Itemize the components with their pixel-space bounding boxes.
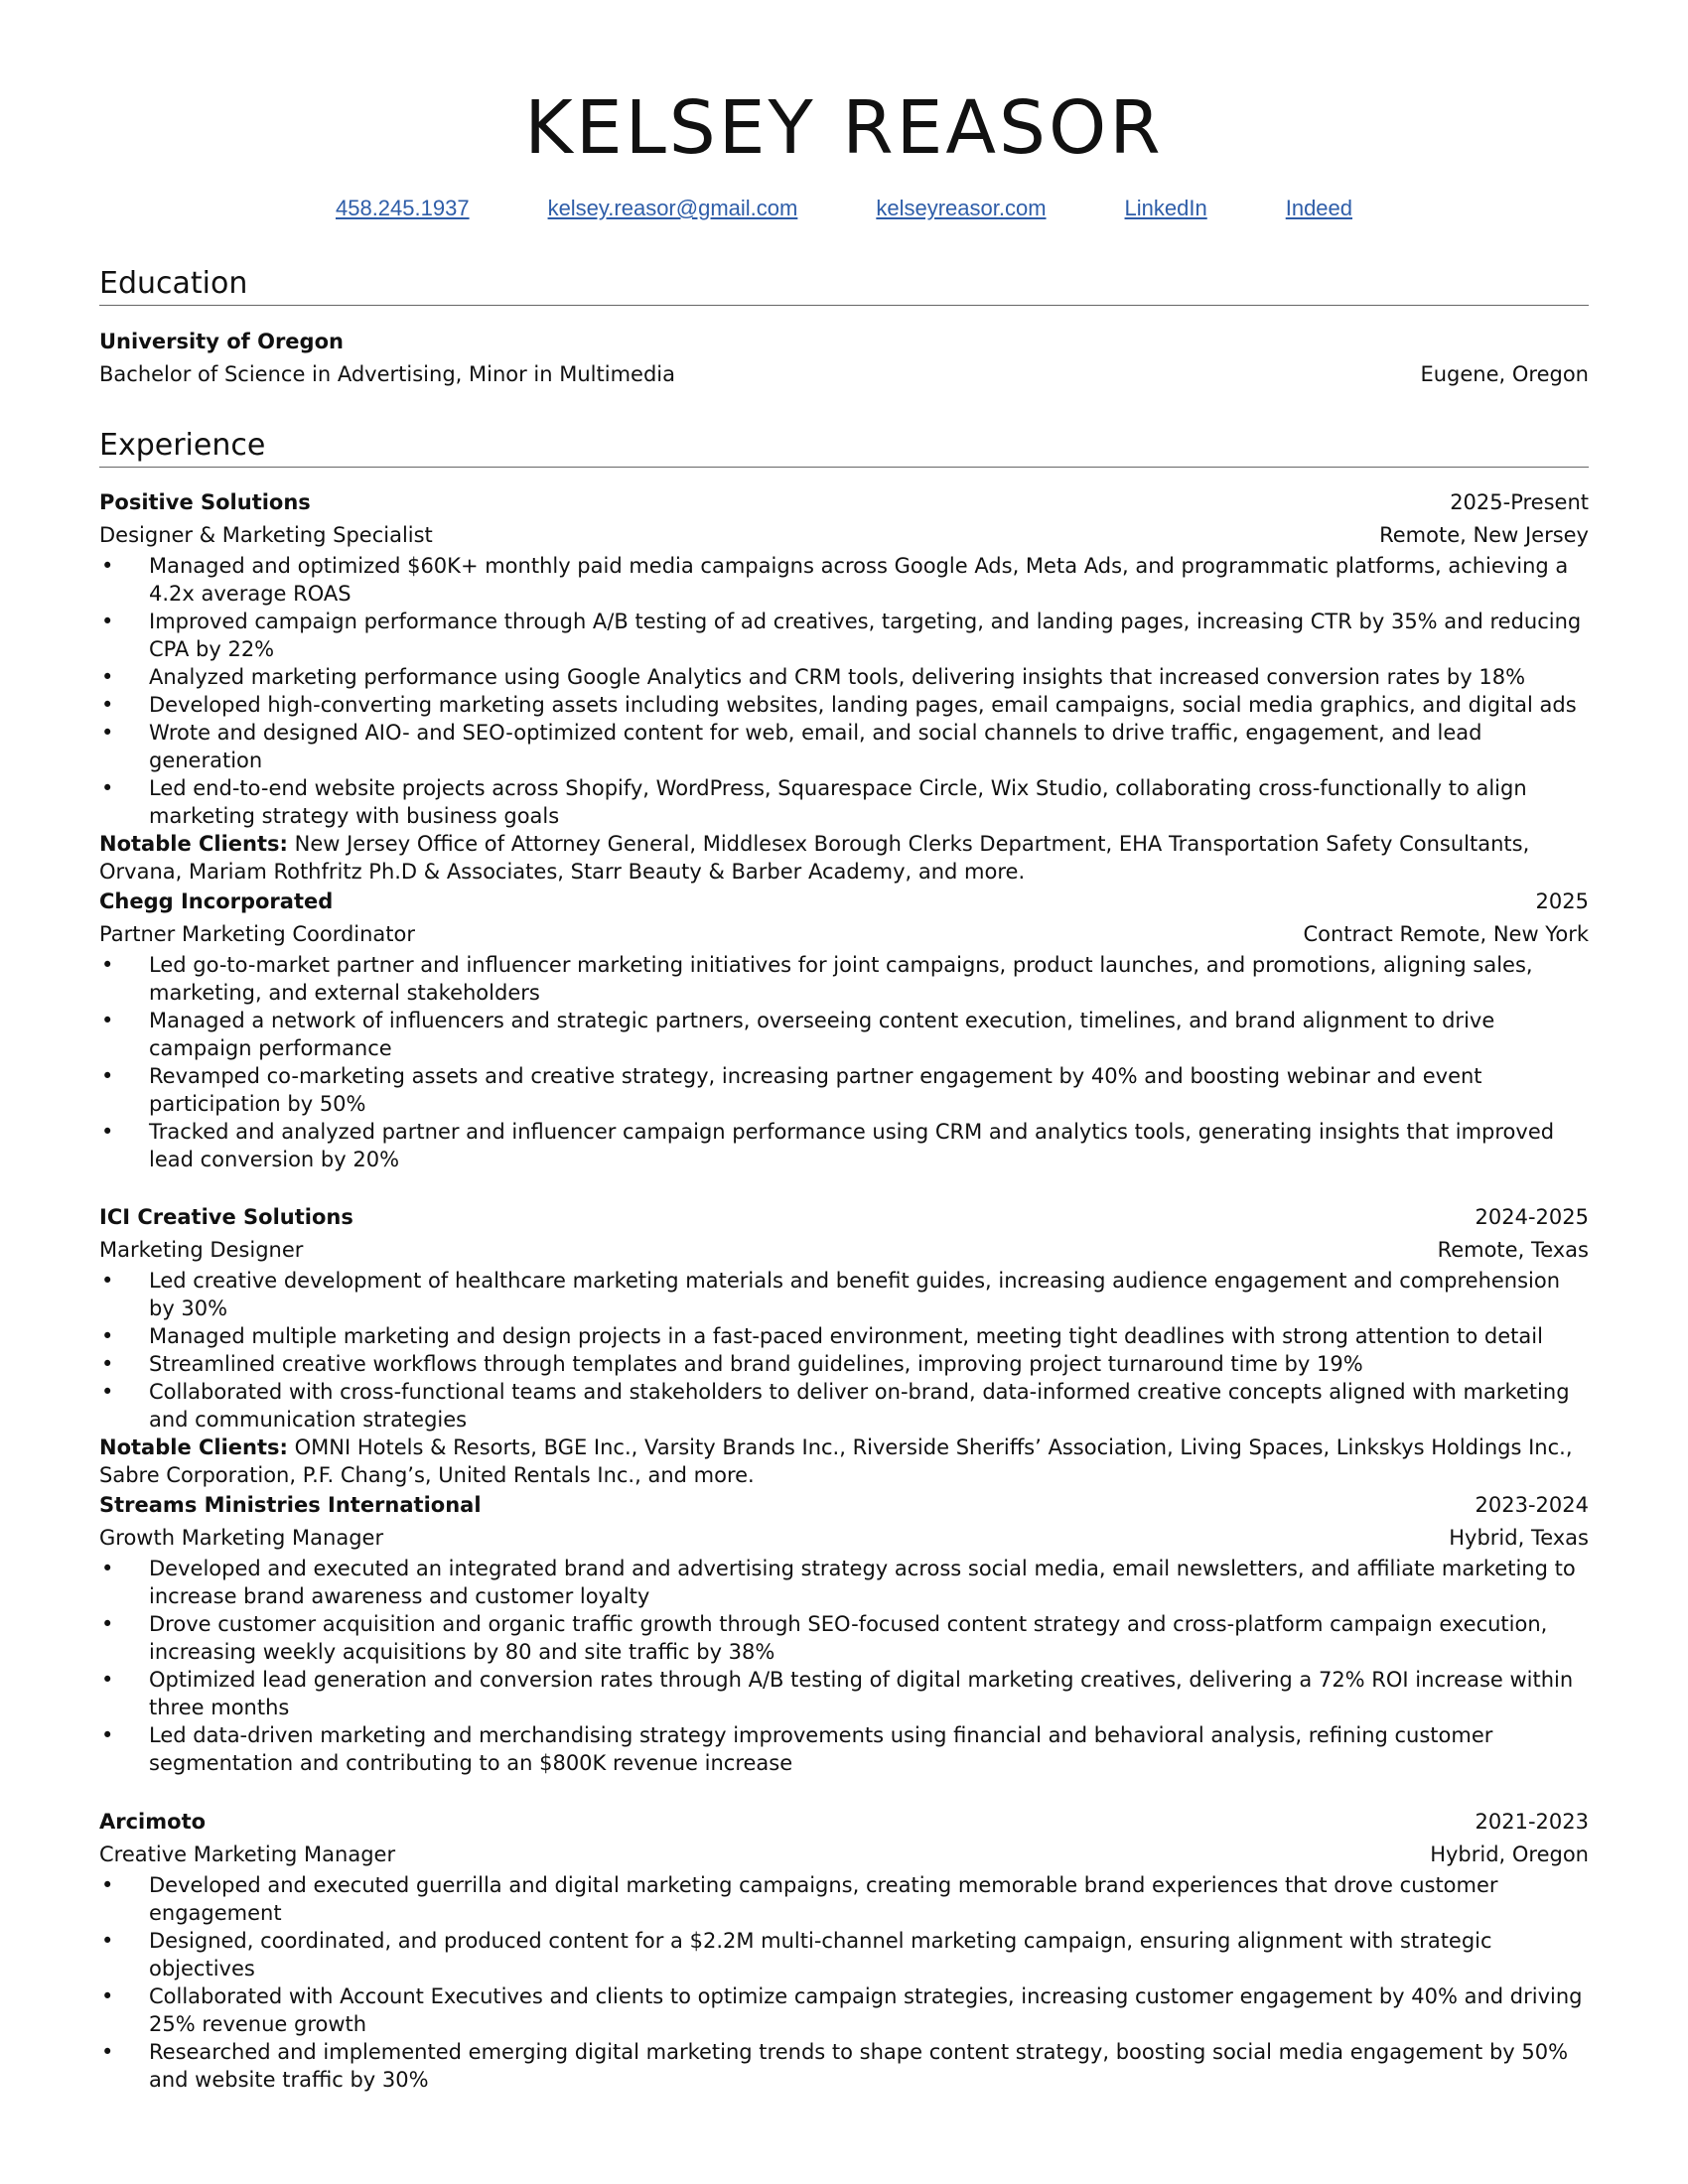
bullet-item: • Managed a network of influencers and strategic partners, overseeing content execution, timelines, and brand alignment to drive campaign performance [99,1007,1589,1062]
job-location: Contract Remote, New York [1303,922,1589,946]
job-location: Remote, Texas [1437,1238,1589,1262]
company-name: Chegg Incorporated [99,889,334,913]
contact-phone-link[interactable]: 458.245.1937 [335,196,470,220]
job-title-row [99,519,1589,552]
school-name: University of Oregon [99,330,344,353]
job-dates: 2025-Present [1450,490,1589,514]
bullet-item: • Drove customer acquisition and organic traffic growth through SEO-focused content strategy and cross-platform campaign execution, increasing weekly acquisitions by 80 and site traffic by 38% [99,1610,1589,1666]
notable-clients-list: OMNI Hotels & Resorts, BGE Inc., Varsity Brands Inc., Riverside Sheriffs’ Association, Living Spaces, Linkskys Holdings Inc., Sabre Corporation, P.F. Chang’s, United Rentals Inc., and more. [99,1435,1573,1487]
job-bullets [99,951,1589,1173]
job-bullets [99,1267,1589,1433]
bullet-item: • Developed and executed an integrated brand and advertising strategy across social media, email newsletters, and affiliate marketing to increase brand awareness and customer loyalty [99,1555,1589,1610]
job-title: Partner Marketing Coordinator [99,922,416,946]
experience-heading: Experience [99,428,1589,468]
job-title: Marketing Designer [99,1238,304,1262]
bullet-item: • Analyzed marketing performance using Google Analytics and CRM tools, delivering insights that increased conversion rates by 18% [99,663,1589,691]
job-dates: 2021-2023 [1475,1810,1589,1834]
job-title-row [99,1234,1589,1267]
job-title: Growth Marketing Manager [99,1526,384,1550]
education-row-2 [99,358,1589,391]
bullet-item: • Managed and optimized $60K+ monthly paid media campaigns across Google Ads, Meta Ads, and programmatic platforms, achieving a 4.2x average ROAS [99,552,1589,608]
contact-bar [99,196,1589,221]
notable-clients [99,830,1589,886]
bullet-item: • Led data-driven marketing and merchandising strategy improvements using financial and behavioral analysis, refining customer segmentation and contributing to an $800K revenue increase [99,1721,1589,1777]
bullet-item: • Led creative development of healthcare marketing materials and benefit guides, increasing audience engagement and comprehension by 30% [99,1267,1589,1322]
education-entry [99,326,1589,391]
job-bullets [99,1555,1589,1777]
company-name: Positive Solutions [99,490,311,514]
job-entry [99,486,1589,886]
job-entry [99,1489,1589,1777]
candidate-name: KELSEY REASOR [524,85,1164,171]
bullet-item: • Collaborated with cross-functional teams and stakeholders to deliver on-brand, data-informed creative concepts aligned with marketing and communication strategies [99,1378,1589,1433]
contact-linkedin-link[interactable]: LinkedIn [1124,196,1207,220]
notable-clients-label: Notable Clients: [99,1435,288,1459]
degree: Bachelor of Science in Advertising, Minor in Multimedia [99,362,675,386]
company-name: Arcimoto [99,1810,207,1834]
job-dates: 2025 [1535,889,1589,913]
bullet-item: • Developed high-converting marketing assets including websites, landing pages, email campaigns, social media graphics, and digital ads [99,691,1589,719]
job-header-row [99,1201,1589,1234]
notable-clients-label: Notable Clients: [99,832,288,856]
job-location: Remote, New Jersey [1379,523,1589,547]
bullet-item: • Tracked and analyzed partner and influencer campaign performance using CRM and analytics tools, generating insights that improved lead conversion by 20% [99,1118,1589,1173]
contact-website-link[interactable]: kelseyreasor.com [876,196,1047,220]
job-dates: 2024-2025 [1475,1205,1589,1229]
bullet-item: • Revamped co-marketing assets and creative strategy, increasing partner engagement by 40% and boosting webinar and event participation by 50% [99,1062,1589,1118]
job-entry [99,886,1589,1173]
job-bullets [99,552,1589,830]
job-header-row [99,1806,1589,1839]
job-title-row [99,918,1589,951]
bullet-item: • Improved campaign performance through A/B testing of ad creatives, targeting, and landing pages, increasing CTR by 35% and reducing CPA by 22% [99,608,1589,663]
notable-clients-list: New Jersey Office of Attorney General, Middlesex Borough Clerks Department, EHA Transportation Safety Consultants, Orvana, Mariam Rothfritz Ph.D & Associates, Starr Beauty & Barber Academy, and more. [99,832,1530,884]
bullet-item: • Streamlined creative workflows through templates and brand guidelines, improving project turnaround time by 19% [99,1350,1589,1378]
bullet-item: • Designed, coordinated, and produced content for a $2.2M multi-channel marketing campaign, ensuring alignment with strategic objectives [99,1927,1589,1982]
bullet-item: • Wrote and designed AIO- and SEO-optimized content for web, email, and social channels to drive traffic, engagement, and lead generation [99,719,1589,774]
job-entry [99,1806,1589,2094]
company-name: Streams Ministries International [99,1493,482,1517]
job-dates: 2023-2024 [1475,1493,1589,1517]
bullet-item: • Optimized lead generation and conversion rates through A/B testing of digital marketing creatives, delivering a 72% ROI increase within three months [99,1666,1589,1721]
notable-clients [99,1433,1589,1489]
education-location: Eugene, Oregon [1420,362,1589,386]
job-title-row [99,1839,1589,1871]
job-location: Hybrid, Oregon [1430,1843,1589,1866]
bullet-item: • Led end-to-end website projects across Shopify, WordPress, Squarespace Circle, Wix Studio, collaborating cross-functionally to align marketing strategy with business goals [99,774,1589,830]
job-title-row [99,1522,1589,1555]
education-row-1 [99,326,1589,358]
bullet-item: • Collaborated with Account Executives and clients to optimize campaign strategies, increasing customer engagement by 40% and driving 25% revenue growth [99,1982,1589,2038]
job-location: Hybrid, Texas [1449,1526,1589,1550]
bullet-item: • Managed multiple marketing and design projects in a fast-paced environment, meeting tight deadlines with strong attention to detail [99,1322,1589,1350]
bullet-item: • Researched and implemented emerging digital marketing trends to shape content strategy, boosting social media engagement by 50% and website traffic by 30% [99,2038,1589,2094]
job-title: Designer & Marketing Specialist [99,523,433,547]
contact-indeed-link[interactable]: Indeed [1285,196,1353,220]
bullet-item: • Led go-to-market partner and influencer marketing initiatives for joint campaigns, product launches, and promotions, aligning sales, marketing, and external stakeholders [99,951,1589,1007]
job-header-row [99,486,1589,519]
bullet-item: • Developed and executed guerrilla and digital marketing campaigns, creating memorable brand experiences that drove customer engagement [99,1871,1589,1927]
job-entry [99,1201,1589,1489]
contact-email-link[interactable]: kelsey.reasor@gmail.com [547,196,798,220]
job-bullets [99,1871,1589,2094]
job-header-row [99,1489,1589,1522]
education-heading: Education [99,266,1589,306]
job-title: Creative Marketing Manager [99,1843,396,1866]
company-name: ICI Creative Solutions [99,1205,353,1229]
job-header-row [99,886,1589,918]
